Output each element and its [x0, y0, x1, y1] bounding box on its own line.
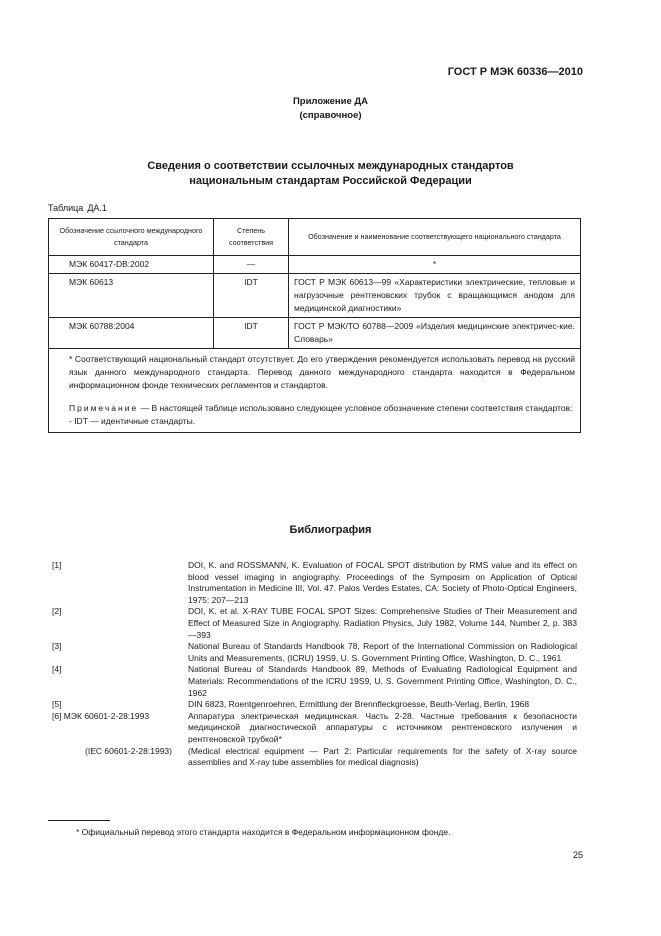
document-header: ГОСТ Р МЭК 60336—2010 [447, 66, 583, 78]
table-footnote: * Соответствующий национальный стандарт отсутствует. До его утверждения рекомендуется использовать перевод на русский язык данного международного стандарта. Перевод данного международного стандарта находится в Федеральном информационном фонде технических регламентов и стандартов. [69, 354, 575, 390]
note-item: - IDT — идентичные стандарты. [69, 416, 196, 426]
cell-ref: МЭК 60788:2004 [49, 318, 214, 349]
table-row [49, 274, 581, 318]
bib-text: Аппаратура электрическая медицинская. Часть 2-28. Частные требования к безопасности медицинской диагностической аппаратуры с источником рентгеновского излучения и рентгеновской трубкой* [188, 710, 577, 744]
note-label: Примечание [69, 403, 139, 413]
bib-text: National Bureau of Standards Handbook 89, Methods of Evaluating Radiological Equipment and Materials: Recommendations of the ICRU 19S9, U. S. Government Printing Office, Washington, D. C., 1962 [188, 664, 577, 698]
page-number: 25 [572, 850, 583, 860]
annex-subtitle: (справочное) [299, 110, 362, 121]
bib-key: (IEC 60601-2-28:1993) [85, 745, 172, 756]
cell-degree: IDT [214, 274, 289, 318]
bib-key: [2] [52, 606, 62, 617]
table-row [49, 318, 581, 349]
bibliography-title: Библиография [289, 524, 372, 536]
bibliography-item [52, 711, 577, 746]
bib-text: (Medical electrical equipment — Part 2: Particular requirements for the safety of X-ray source assemblies and X-ray tube assemblies for medical diagnosis) [188, 745, 577, 768]
bib-key: [6] МЭК 60601-2-28:1993 [52, 710, 150, 721]
bib-key: [5] [52, 699, 62, 710]
cell-ref: МЭК 60417-DB:2002 [49, 256, 214, 274]
section-title-line2: национальным стандартам Российской Федерации [189, 175, 472, 187]
cell-national: ГОСТ Р МЭК 60613—99 «Характеристики электрические, тепловые и нагрузочные рентгеновских трубок с вращающимся анодом для медицинской диагностики» [289, 274, 581, 318]
cell-degree: — [214, 256, 289, 274]
annex-title: Приложение ДА [292, 96, 369, 107]
bibliography-item [52, 746, 577, 769]
page-footnote: * Официальный перевод этого стандарта находится в Федеральном информационном фонде. [76, 827, 451, 837]
bib-key: [3] [52, 641, 62, 652]
footnote-divider [48, 820, 110, 821]
table-caption [48, 203, 107, 213]
bib-key: [1] [52, 560, 62, 570]
correspondence-table [48, 218, 581, 433]
cell-ref: МЭК 60613 [49, 274, 214, 318]
cell-national: ГОСТ Р МЭК/ТО 60788—2009 «Изделия медицинские электричес-кие. Словарь» [289, 318, 581, 349]
bibliography-item [52, 641, 577, 664]
table-note [69, 402, 575, 415]
bibliography-item [52, 664, 577, 699]
bibliography-list [52, 560, 577, 769]
cell-national: * [289, 256, 581, 274]
bib-key: [4] [52, 664, 62, 675]
bib-text: DOI, K. and ROSSMANN, K. Evaluation of FOCAL SPOT distribution by RMS value and its effect on blood vessel imaging in angiography. Proceedings of the Symposim on Application of Optical Instrumentation in Medicine III, Vol. 47. Palos Verdes Estates, CA: Society of Photo-Optical Engineers, 1975: 207—213 [188, 560, 577, 605]
header-international-standard: Обозначение ссылочного международного стандарта [49, 219, 214, 256]
section-title-line1: Сведения о соответствии ссылочных международных стандартов [147, 160, 514, 172]
table-notes [49, 349, 581, 433]
bibliography-item [52, 606, 577, 641]
table-row [49, 256, 581, 274]
note-text: — В настоящей таблице использовано следующее условное обозначение степени соответствия стандартов: [140, 403, 573, 413]
header-degree: Степень соответствия [214, 219, 289, 256]
table-caption-number: ДА.1 [87, 203, 107, 213]
bibliography-item [52, 699, 577, 711]
table-header-row [49, 219, 581, 256]
header-national-standard: Обозначение и наименование соответствующего национального стандарта [289, 219, 581, 256]
bib-text: DIN 6823, Roentgenroehren, Ermittlung der Brennfleckgroesse, Beuth-Verlag, Berlin, 1968 [188, 699, 530, 710]
bibliography-item [52, 560, 577, 606]
cell-degree: IDT [214, 318, 289, 349]
bib-text: DOI, K. et al. X-RAY TUBE FOCAL SPOT Sizes: Comprehensive Studies of Their Measurement and Effect of Measured Size in Angiography. Radiation Physics, July 1982, Volume 144, Number 2, p. 383—393 [188, 606, 577, 640]
bib-text: National Bureau of Standards Handbook 78, Report of the International Commission on Radiological Units and Measurements, (ICRU) 19S9, U. S. Government Printing Office, Washington, D. C., 1961 [188, 641, 577, 663]
table-caption-prefix: Таблица [48, 203, 84, 213]
table-footnote-row [49, 349, 581, 433]
